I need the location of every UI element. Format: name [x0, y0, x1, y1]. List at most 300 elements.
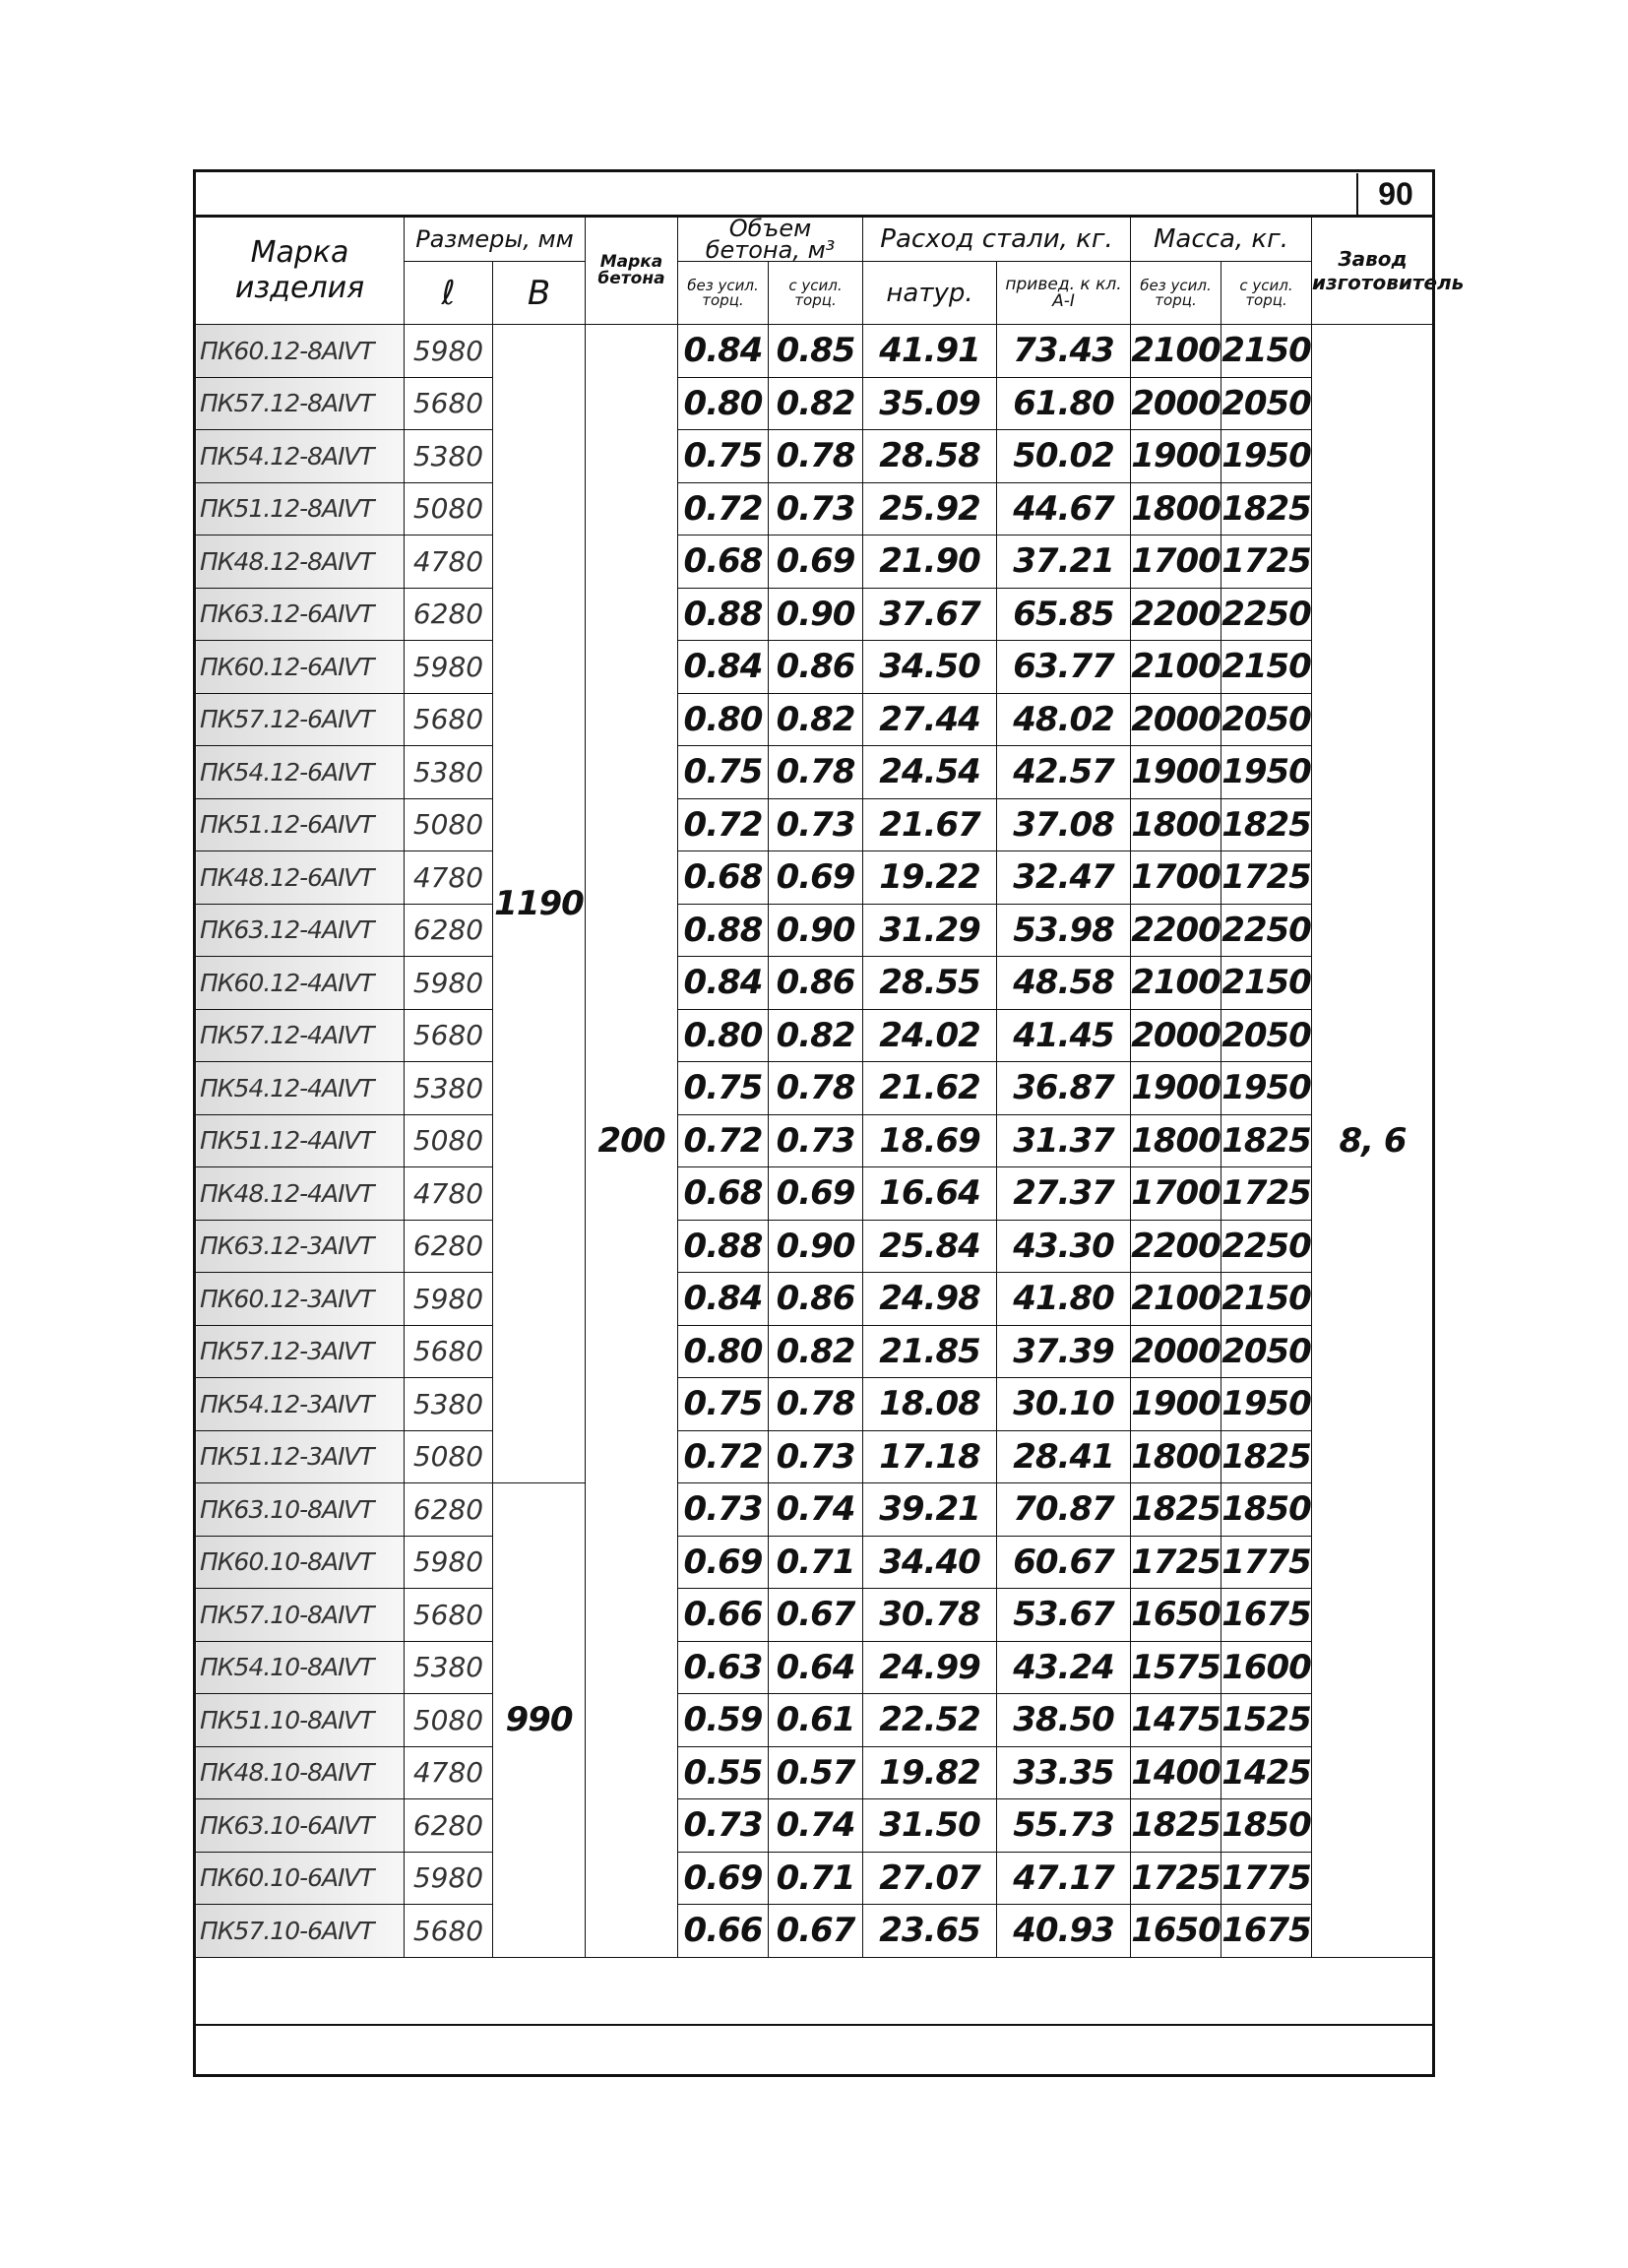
cell-m1: 1900 [1131, 1062, 1221, 1115]
cell-l: 5980 [405, 957, 493, 1010]
cell-mark: ПК51.12-3АⅣТ [196, 1430, 405, 1483]
cell-s1: 22.52 [863, 1694, 997, 1747]
cell-m1: 2100 [1131, 641, 1221, 694]
table-row [196, 325, 1434, 378]
cell-v1: 0.66 [678, 1589, 769, 1642]
cell-m1: 1475 [1131, 1694, 1221, 1747]
cell-m1: 1900 [1131, 746, 1221, 799]
cell-v1: 0.80 [678, 693, 769, 746]
cell-concrete-grade: 200 [586, 325, 678, 1958]
cell-mark: ПК57.10-6АⅣТ [196, 1905, 405, 1958]
table-row [196, 1167, 1434, 1221]
cell-l: 5980 [405, 641, 493, 694]
cell-s2: 41.80 [997, 1273, 1131, 1326]
cell-v1: 0.63 [678, 1641, 769, 1694]
cell-m1: 1725 [1131, 1852, 1221, 1905]
cell-v1: 0.84 [678, 957, 769, 1010]
cell-v2: 0.61 [769, 1694, 863, 1747]
cell-m2: 1525 [1221, 1694, 1312, 1747]
cell-l: 5980 [405, 1536, 493, 1589]
cell-s1: 24.54 [863, 746, 997, 799]
cell-l: 5680 [405, 693, 493, 746]
cell-s1: 21.62 [863, 1062, 997, 1115]
cell-s2: 33.35 [997, 1746, 1131, 1799]
cell-l: 6280 [405, 1799, 493, 1853]
cell-mark: ПК60.12-4АⅣТ [196, 957, 405, 1010]
cell-mark: ПК54.12-8АⅣТ [196, 430, 405, 483]
cell-mark: ПК63.10-6АⅣТ [196, 1799, 405, 1853]
cell-s2: 38.50 [997, 1694, 1131, 1747]
cell-s2: 44.67 [997, 482, 1131, 536]
table-row [196, 377, 1434, 430]
cell-width-990: 990 [493, 1483, 586, 1958]
table-row [196, 1273, 1434, 1326]
cell-m2: 1850 [1221, 1483, 1312, 1537]
cell-v1: 0.55 [678, 1746, 769, 1799]
cell-v1: 0.69 [678, 1852, 769, 1905]
cell-s2: 37.21 [997, 536, 1131, 589]
table-row [196, 693, 1434, 746]
cell-l: 5680 [405, 1905, 493, 1958]
cell-l: 5980 [405, 1273, 493, 1326]
cell-l: 5980 [405, 1852, 493, 1905]
cell-mark: ПК60.12-8АⅣТ [196, 325, 405, 378]
cell-s1: 31.50 [863, 1799, 997, 1853]
header-concrete-volume: Объем бетона, м³ [678, 218, 863, 262]
cell-v2: 0.71 [769, 1852, 863, 1905]
table-row [196, 1852, 1434, 1905]
cell-s1: 23.65 [863, 1905, 997, 1958]
cell-l: 5980 [405, 325, 493, 378]
cell-m1: 1800 [1131, 1430, 1221, 1483]
page-number: 90 [1356, 173, 1433, 215]
cell-v2: 0.73 [769, 798, 863, 851]
cell-v2: 0.71 [769, 1536, 863, 1589]
header-concrete-grade: Марка бетона [586, 218, 678, 325]
cell-s2: 37.39 [997, 1325, 1131, 1378]
cell-mark: ПК48.10-8АⅣТ [196, 1746, 405, 1799]
cell-s1: 34.50 [863, 641, 997, 694]
cell-m1: 1650 [1131, 1589, 1221, 1642]
table-row [196, 1641, 1434, 1694]
cell-v1: 0.88 [678, 904, 769, 957]
cell-mark: ПК57.12-8АⅣТ [196, 377, 405, 430]
cell-mark: ПК57.12-4АⅣТ [196, 1009, 405, 1062]
table-row [196, 746, 1434, 799]
cell-m2: 2250 [1221, 904, 1312, 957]
cell-v2: 0.86 [769, 641, 863, 694]
cell-v1: 0.80 [678, 377, 769, 430]
cell-mark: ПК48.12-4АⅣТ [196, 1167, 405, 1221]
cell-m1: 1825 [1131, 1483, 1221, 1537]
cell-m1: 1575 [1131, 1641, 1221, 1694]
header-mass: Масса, кг. [1131, 218, 1312, 262]
table-row [196, 1694, 1434, 1747]
cell-v2: 0.86 [769, 1273, 863, 1326]
cell-m1: 2200 [1131, 904, 1221, 957]
cell-s2: 43.24 [997, 1641, 1131, 1694]
cell-v1: 0.72 [678, 1430, 769, 1483]
cell-v1: 0.66 [678, 1905, 769, 1958]
cell-v1: 0.84 [678, 325, 769, 378]
cell-l: 4780 [405, 851, 493, 905]
cell-m2: 2050 [1221, 1009, 1312, 1062]
cell-v1: 0.84 [678, 1273, 769, 1326]
cell-m2: 1675 [1221, 1589, 1312, 1642]
cell-s1: 35.09 [863, 377, 997, 430]
cell-l: 6280 [405, 588, 493, 641]
cell-mark: ПК60.12-3АⅣТ [196, 1273, 405, 1326]
cell-v2: 0.82 [769, 1009, 863, 1062]
cell-s1: 16.64 [863, 1167, 997, 1221]
cell-l: 5080 [405, 482, 493, 536]
cell-v1: 0.80 [678, 1325, 769, 1378]
cell-s1: 34.40 [863, 1536, 997, 1589]
cell-s2: 40.93 [997, 1905, 1131, 1958]
header-mark: Марка изделия [196, 218, 405, 325]
cell-s1: 18.69 [863, 1114, 997, 1167]
cell-s2: 61.80 [997, 377, 1131, 430]
cell-s1: 21.85 [863, 1325, 997, 1378]
header-steel-red: привед. к кл. А-I [997, 262, 1131, 325]
cell-s1: 41.91 [863, 325, 997, 378]
cell-s2: 27.37 [997, 1167, 1131, 1221]
cell-s2: 47.17 [997, 1852, 1131, 1905]
cell-v1: 0.72 [678, 1114, 769, 1167]
table-row [196, 904, 1434, 957]
cell-m2: 2050 [1221, 1325, 1312, 1378]
cell-s2: 73.43 [997, 325, 1131, 378]
cell-s1: 24.02 [863, 1009, 997, 1062]
cell-mark: ПК57.12-3АⅣТ [196, 1325, 405, 1378]
cell-s1: 19.82 [863, 1746, 997, 1799]
cell-v2: 0.67 [769, 1589, 863, 1642]
cell-v2: 0.73 [769, 1430, 863, 1483]
cell-v2: 0.69 [769, 536, 863, 589]
cell-l: 4780 [405, 1746, 493, 1799]
header-vol-without: без усил. торц. [678, 262, 769, 325]
cell-v2: 0.85 [769, 325, 863, 378]
table-row [196, 1325, 1434, 1378]
table-row [196, 641, 1434, 694]
cell-v2: 0.90 [769, 588, 863, 641]
cell-s1: 21.90 [863, 536, 997, 589]
cell-mark: ПК51.12-4АⅣТ [196, 1114, 405, 1167]
cell-v2: 0.78 [769, 1378, 863, 1431]
cell-s2: 32.47 [997, 851, 1131, 905]
table-row [196, 1378, 1434, 1431]
cell-m2: 2150 [1221, 1273, 1312, 1326]
cell-mark: ПК63.10-8АⅣТ [196, 1483, 405, 1537]
cell-m1: 2100 [1131, 325, 1221, 378]
cell-m2: 1850 [1221, 1799, 1312, 1853]
cell-l: 5080 [405, 1694, 493, 1747]
cell-s1: 28.58 [863, 430, 997, 483]
cell-v2: 0.73 [769, 482, 863, 536]
cell-s1: 25.92 [863, 482, 997, 536]
header-mass-without: без усил. торц. [1131, 262, 1221, 325]
cell-s2: 43.30 [997, 1220, 1131, 1273]
cell-s2: 65.85 [997, 588, 1131, 641]
cell-m1: 2200 [1131, 1220, 1221, 1273]
header-steel-nat: натур. [863, 262, 997, 325]
table-row [196, 1746, 1434, 1799]
table-row [196, 1536, 1434, 1589]
cell-v1: 0.75 [678, 746, 769, 799]
cell-v2: 0.82 [769, 693, 863, 746]
cell-l: 4780 [405, 1167, 493, 1221]
cell-l: 5680 [405, 377, 493, 430]
cell-m2: 1775 [1221, 1536, 1312, 1589]
cell-v1: 0.73 [678, 1483, 769, 1537]
cell-s2: 37.08 [997, 798, 1131, 851]
table-row [196, 1589, 1434, 1642]
cell-s1: 21.67 [863, 798, 997, 851]
cell-s2: 55.73 [997, 1799, 1131, 1853]
cell-l: 5080 [405, 798, 493, 851]
cell-m1: 1650 [1131, 1905, 1221, 1958]
table-row [196, 1483, 1434, 1537]
products-table [195, 215, 1465, 1958]
cell-v2: 0.78 [769, 1062, 863, 1115]
cell-v2: 0.73 [769, 1114, 863, 1167]
cell-v2: 0.78 [769, 430, 863, 483]
cell-mark: ПК63.12-6АⅣТ [196, 588, 405, 641]
cell-s2: 48.02 [997, 693, 1131, 746]
cell-l: 5380 [405, 1378, 493, 1431]
cell-m1: 2000 [1131, 1325, 1221, 1378]
cell-l: 5080 [405, 1430, 493, 1483]
cell-m2: 2050 [1221, 377, 1312, 430]
cell-mark: ПК51.12-8АⅣТ [196, 482, 405, 536]
cell-v2: 0.90 [769, 1220, 863, 1273]
table-row [196, 1430, 1434, 1483]
cell-m1: 1700 [1131, 1167, 1221, 1221]
cell-m2: 1600 [1221, 1641, 1312, 1694]
cell-mark: ПК54.12-6АⅣТ [196, 746, 405, 799]
cell-mark: ПК54.12-3АⅣТ [196, 1378, 405, 1431]
cell-v2: 0.69 [769, 1167, 863, 1221]
cell-v1: 0.68 [678, 536, 769, 589]
cell-s1: 25.84 [863, 1220, 997, 1273]
cell-s2: 41.45 [997, 1009, 1131, 1062]
cell-m2: 2150 [1221, 325, 1312, 378]
cell-v1: 0.88 [678, 1220, 769, 1273]
cell-s2: 70.87 [997, 1483, 1131, 1537]
cell-m2: 1825 [1221, 1430, 1312, 1483]
cell-mark: ПК63.12-3АⅣТ [196, 1220, 405, 1273]
bottom-rule [193, 2024, 1435, 2026]
cell-m1: 2000 [1131, 1009, 1221, 1062]
cell-m1: 1400 [1131, 1746, 1221, 1799]
header-sizes: Размеры, мм [405, 218, 586, 262]
cell-m1: 2100 [1131, 1273, 1221, 1326]
cell-s2: 60.67 [997, 1536, 1131, 1589]
table-row [196, 588, 1434, 641]
table-row [196, 1009, 1434, 1062]
cell-v2: 0.64 [769, 1641, 863, 1694]
cell-s1: 39.21 [863, 1483, 997, 1537]
cell-mark: ПК60.10-6АⅣТ [196, 1852, 405, 1905]
cell-v1: 0.75 [678, 430, 769, 483]
cell-m1: 1800 [1131, 482, 1221, 536]
cell-s2: 30.10 [997, 1378, 1131, 1431]
cell-l: 5680 [405, 1009, 493, 1062]
cell-m2: 1725 [1221, 851, 1312, 905]
table-row [196, 1905, 1434, 1958]
cell-m2: 1825 [1221, 1114, 1312, 1167]
cell-mark: ПК51.10-8АⅣТ [196, 1694, 405, 1747]
cell-m2: 1950 [1221, 1062, 1312, 1115]
cell-l: 6280 [405, 1220, 493, 1273]
table-body [196, 325, 1434, 1958]
cell-m1: 1700 [1131, 851, 1221, 905]
cell-m2: 2150 [1221, 957, 1312, 1010]
table-row [196, 1799, 1434, 1853]
cell-v1: 0.84 [678, 641, 769, 694]
cell-v1: 0.69 [678, 1536, 769, 1589]
cell-v2: 0.67 [769, 1905, 863, 1958]
cell-s1: 28.55 [863, 957, 997, 1010]
cell-v2: 0.90 [769, 904, 863, 957]
table-row [196, 430, 1434, 483]
cell-l: 5680 [405, 1325, 493, 1378]
cell-s2: 42.57 [997, 746, 1131, 799]
cell-l: 4780 [405, 536, 493, 589]
cell-plant: 8, 6 [1312, 325, 1434, 1958]
cell-l: 6280 [405, 1483, 493, 1537]
cell-s2: 48.58 [997, 957, 1131, 1010]
cell-mark: ПК54.10-8АⅣТ [196, 1641, 405, 1694]
cell-v2: 0.82 [769, 377, 863, 430]
table-row [196, 957, 1434, 1010]
header-plant: Завод изготовитель [1312, 218, 1434, 325]
cell-v1: 0.68 [678, 1167, 769, 1221]
cell-v1: 0.72 [678, 482, 769, 536]
cell-width-1190: 1190 [493, 325, 586, 1483]
cell-v1: 0.73 [678, 1799, 769, 1853]
cell-mark: ПК57.10-8АⅣТ [196, 1589, 405, 1642]
cell-s1: 18.08 [863, 1378, 997, 1431]
cell-s1: 17.18 [863, 1430, 997, 1483]
cell-m2: 1775 [1221, 1852, 1312, 1905]
cell-m2: 1675 [1221, 1905, 1312, 1958]
cell-s2: 63.77 [997, 641, 1131, 694]
cell-mark: ПК60.12-6АⅣТ [196, 641, 405, 694]
cell-m1: 1800 [1131, 798, 1221, 851]
cell-m2: 1825 [1221, 798, 1312, 851]
table-row [196, 1114, 1434, 1167]
cell-m1: 1825 [1131, 1799, 1221, 1853]
cell-l: 5680 [405, 1589, 493, 1642]
cell-m2: 2050 [1221, 693, 1312, 746]
cell-s2: 53.67 [997, 1589, 1131, 1642]
cell-v1: 0.80 [678, 1009, 769, 1062]
cell-l: 5380 [405, 746, 493, 799]
cell-m2: 1950 [1221, 746, 1312, 799]
cell-m2: 1950 [1221, 430, 1312, 483]
cell-s1: 30.78 [863, 1589, 997, 1642]
cell-mark: ПК51.12-6АⅣТ [196, 798, 405, 851]
cell-m2: 1425 [1221, 1746, 1312, 1799]
table-row [196, 1220, 1434, 1273]
cell-s1: 27.44 [863, 693, 997, 746]
table-row [196, 798, 1434, 851]
cell-s2: 50.02 [997, 430, 1131, 483]
table-row [196, 1062, 1434, 1115]
cell-mark: ПК48.12-6АⅣТ [196, 851, 405, 905]
cell-m1: 2000 [1131, 693, 1221, 746]
cell-l: 5380 [405, 430, 493, 483]
cell-v2: 0.78 [769, 746, 863, 799]
cell-s2: 53.98 [997, 904, 1131, 957]
cell-m1: 2200 [1131, 588, 1221, 641]
header-vol-with: с усил. торц. [769, 262, 863, 325]
cell-m1: 1900 [1131, 430, 1221, 483]
table-row [196, 536, 1434, 589]
cell-v2: 0.74 [769, 1799, 863, 1853]
cell-m2: 2150 [1221, 641, 1312, 694]
cell-m1: 2100 [1131, 957, 1221, 1010]
cell-s1: 37.67 [863, 588, 997, 641]
cell-mark: ПК48.12-8АⅣТ [196, 536, 405, 589]
cell-mark: ПК54.12-4АⅣТ [196, 1062, 405, 1115]
cell-v1: 0.68 [678, 851, 769, 905]
cell-s1: 27.07 [863, 1852, 997, 1905]
cell-l: 5380 [405, 1062, 493, 1115]
cell-l: 5380 [405, 1641, 493, 1694]
table-row [196, 851, 1434, 905]
cell-mark: ПК60.10-8АⅣТ [196, 1536, 405, 1589]
cell-s1: 31.29 [863, 904, 997, 957]
cell-m2: 1725 [1221, 1167, 1312, 1221]
cell-v1: 0.75 [678, 1062, 769, 1115]
cell-s2: 28.41 [997, 1430, 1131, 1483]
cell-mark: ПК57.12-6АⅣТ [196, 693, 405, 746]
cell-m1: 1900 [1131, 1378, 1221, 1431]
cell-s1: 24.99 [863, 1641, 997, 1694]
cell-m1: 2000 [1131, 377, 1221, 430]
cell-v1: 0.59 [678, 1694, 769, 1747]
cell-v2: 0.69 [769, 851, 863, 905]
cell-v1: 0.72 [678, 798, 769, 851]
header-mass-with: с усил. торц. [1221, 262, 1312, 325]
cell-m2: 1950 [1221, 1378, 1312, 1431]
cell-s2: 31.37 [997, 1114, 1131, 1167]
cell-v2: 0.57 [769, 1746, 863, 1799]
cell-m2: 1825 [1221, 482, 1312, 536]
cell-m2: 2250 [1221, 1220, 1312, 1273]
cell-m1: 1700 [1131, 536, 1221, 589]
cell-m1: 1800 [1131, 1114, 1221, 1167]
table-row [196, 482, 1434, 536]
cell-v2: 0.74 [769, 1483, 863, 1537]
cell-v1: 0.75 [678, 1378, 769, 1431]
cell-m2: 2250 [1221, 588, 1312, 641]
cell-v2: 0.82 [769, 1325, 863, 1378]
cell-s1: 19.22 [863, 851, 997, 905]
cell-s1: 24.98 [863, 1273, 997, 1326]
cell-l: 6280 [405, 904, 493, 957]
cell-m2: 1725 [1221, 536, 1312, 589]
cell-v2: 0.86 [769, 957, 863, 1010]
cell-m1: 1725 [1131, 1536, 1221, 1589]
cell-mark: ПК63.12-4АⅣТ [196, 904, 405, 957]
cell-v1: 0.88 [678, 588, 769, 641]
header-size-l: ℓ [405, 262, 493, 325]
cell-l: 5080 [405, 1114, 493, 1167]
header-size-b: В [493, 262, 586, 325]
